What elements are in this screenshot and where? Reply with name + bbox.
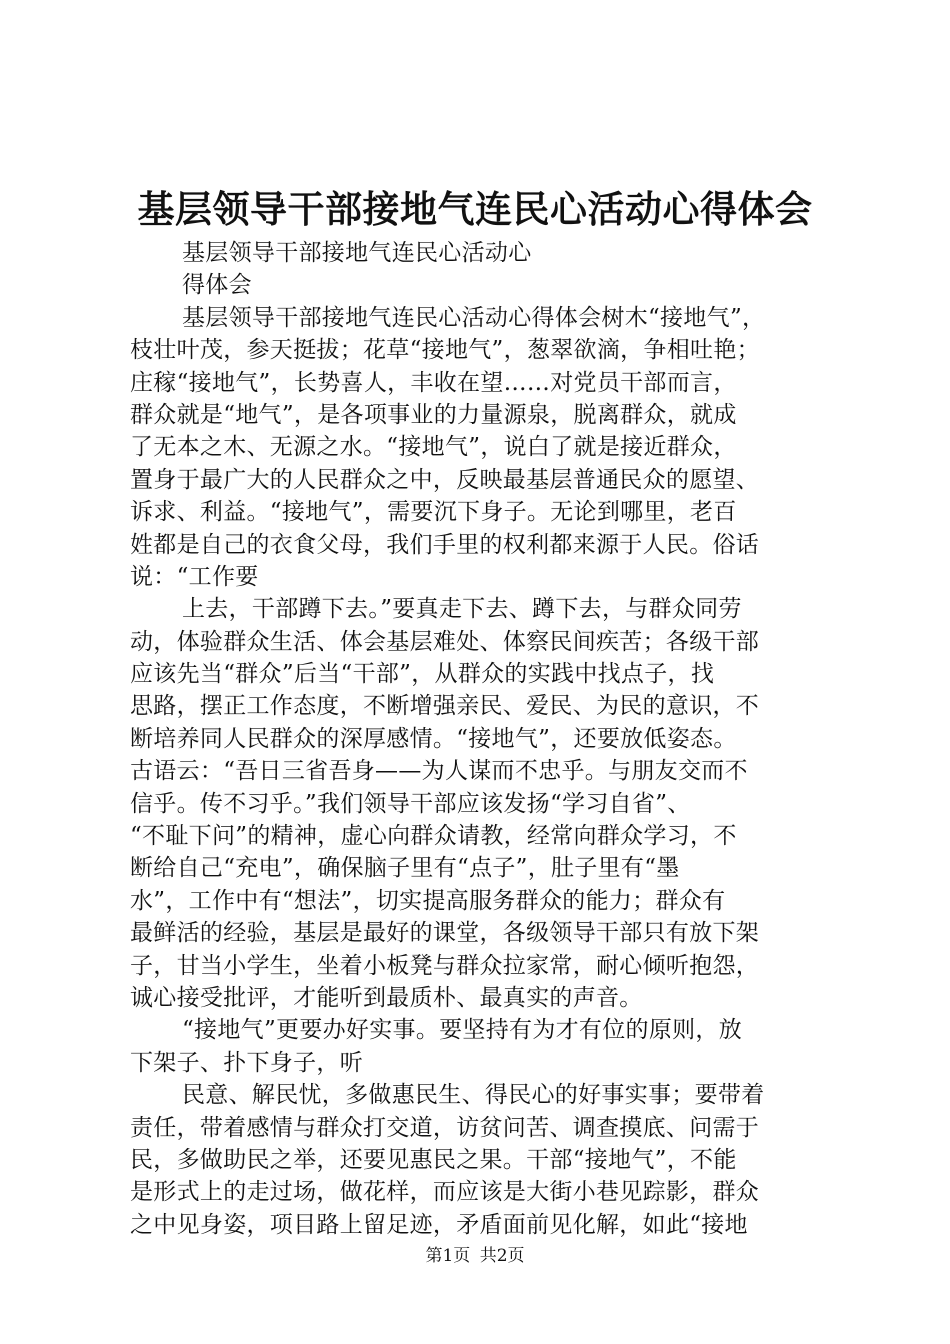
text-line: 庄稼“接地气”，长势喜人，丰收在望……对党员干部而言， (130, 369, 737, 396)
text-line: 民，多做助民之举，还要见惠民之果。干部“接地气”，不能 (130, 1146, 737, 1173)
document-title: 基层领导干部接地气连民心活动心得体会 (137, 187, 813, 231)
text-line: 是形式上的走过场，做花样，而应该是大街小巷见踪影，群众 (130, 1179, 760, 1206)
text-line: 最鲜活的经验，基层是最好的课堂，各级领导干部只有放下架 (130, 920, 760, 947)
text-line: 了无本之木、无源之水。“接地气”，说白了就是接近群众， (130, 434, 737, 461)
text-line: “不耻下问”的精神，虚心向群众请教，经常向群众学习，不 (130, 823, 737, 850)
text-line: 得体会 (182, 272, 252, 299)
text-line: 姓都是自己的衣食父母，我们手里的权利都来源于人民。俗话 (130, 531, 760, 558)
text-line: 断给自己“充电”，确保脑子里有“点子”，肚子里有“墨 (130, 855, 680, 882)
text-line: 基层领导干部接地气连民心活动心 (182, 240, 532, 266)
text-line: 应该先当“群众”后当“干部”，从群众的实践中找点子，找 (130, 661, 715, 688)
text-line: “接地气”更要办好实事。要坚持有为才有位的原则，放 (182, 1017, 743, 1044)
text-line: 群众就是“地气”，是各项事业的力量源泉，脱离群众，就成 (130, 401, 737, 428)
text-line: 动，体验群众生活、体会基层难处、体察民间疾苦；各级干部 (130, 628, 760, 655)
text-line: 说：“工作要 (130, 563, 259, 590)
text-line: 基层领导干部接地气连民心活动心得体会树木“接地气”， (182, 304, 766, 331)
page-total: 共2页 (479, 1246, 525, 1266)
text-line: 思路，摆正工作态度，不断增强亲民、爱民、为民的意识，不 (130, 693, 760, 720)
text-line: 水”，工作中有“想法”，切实提高服务群众的能力；群众有 (130, 887, 726, 914)
text-line: 上去，干部蹲下去。”要真走下去、蹲下去，与群众同劳 (182, 596, 742, 623)
text-line: 子，甘当小学生，坐着小板凳与群众拉家常，耐心倾听抱怨， (130, 952, 760, 979)
text-line: 置身于最广大的人民群众之中，反映最基层普通民众的愿望、 (130, 466, 760, 493)
page-footer (0, 1244, 950, 1268)
text-line: 信乎。传不习乎。”我们领导干部应该发扬“学习自省”、 (130, 790, 691, 817)
text-line: 古语云：“吾日三省吾身——为人谋而不忠乎。与朋友交而不 (130, 758, 748, 785)
text-line: 枝壮叶茂，参天挺拔；花草“接地气”，葱翠欲滴，争相吐艳； (130, 337, 760, 364)
text-line: 之中见身姿，项目路上留足迹，矛盾面前见化解，如此“接地 (130, 1211, 748, 1238)
text-line: 民意、解民忧，多做惠民生、得民心的好事实事；要带着 (182, 1082, 765, 1109)
text-line: 断培养同人民群众的深厚感情。“接地气”，还要放低姿态。 (130, 725, 737, 752)
text-line: 责任，带着感情与群众打交道，访贫问苦、调查摸底、问需于 (130, 1114, 760, 1141)
text-line: 诉求、利益。“接地气”，需要沉下身子。无论到哪里，老百 (130, 499, 737, 526)
text-line: 下架子、扑下身子，听 (130, 1049, 363, 1076)
document-body (130, 237, 832, 1241)
text-line: 诚心接受批评，才能听到最质朴、最真实的声音。 (130, 984, 643, 1011)
page-number: 第1页 (425, 1246, 471, 1266)
